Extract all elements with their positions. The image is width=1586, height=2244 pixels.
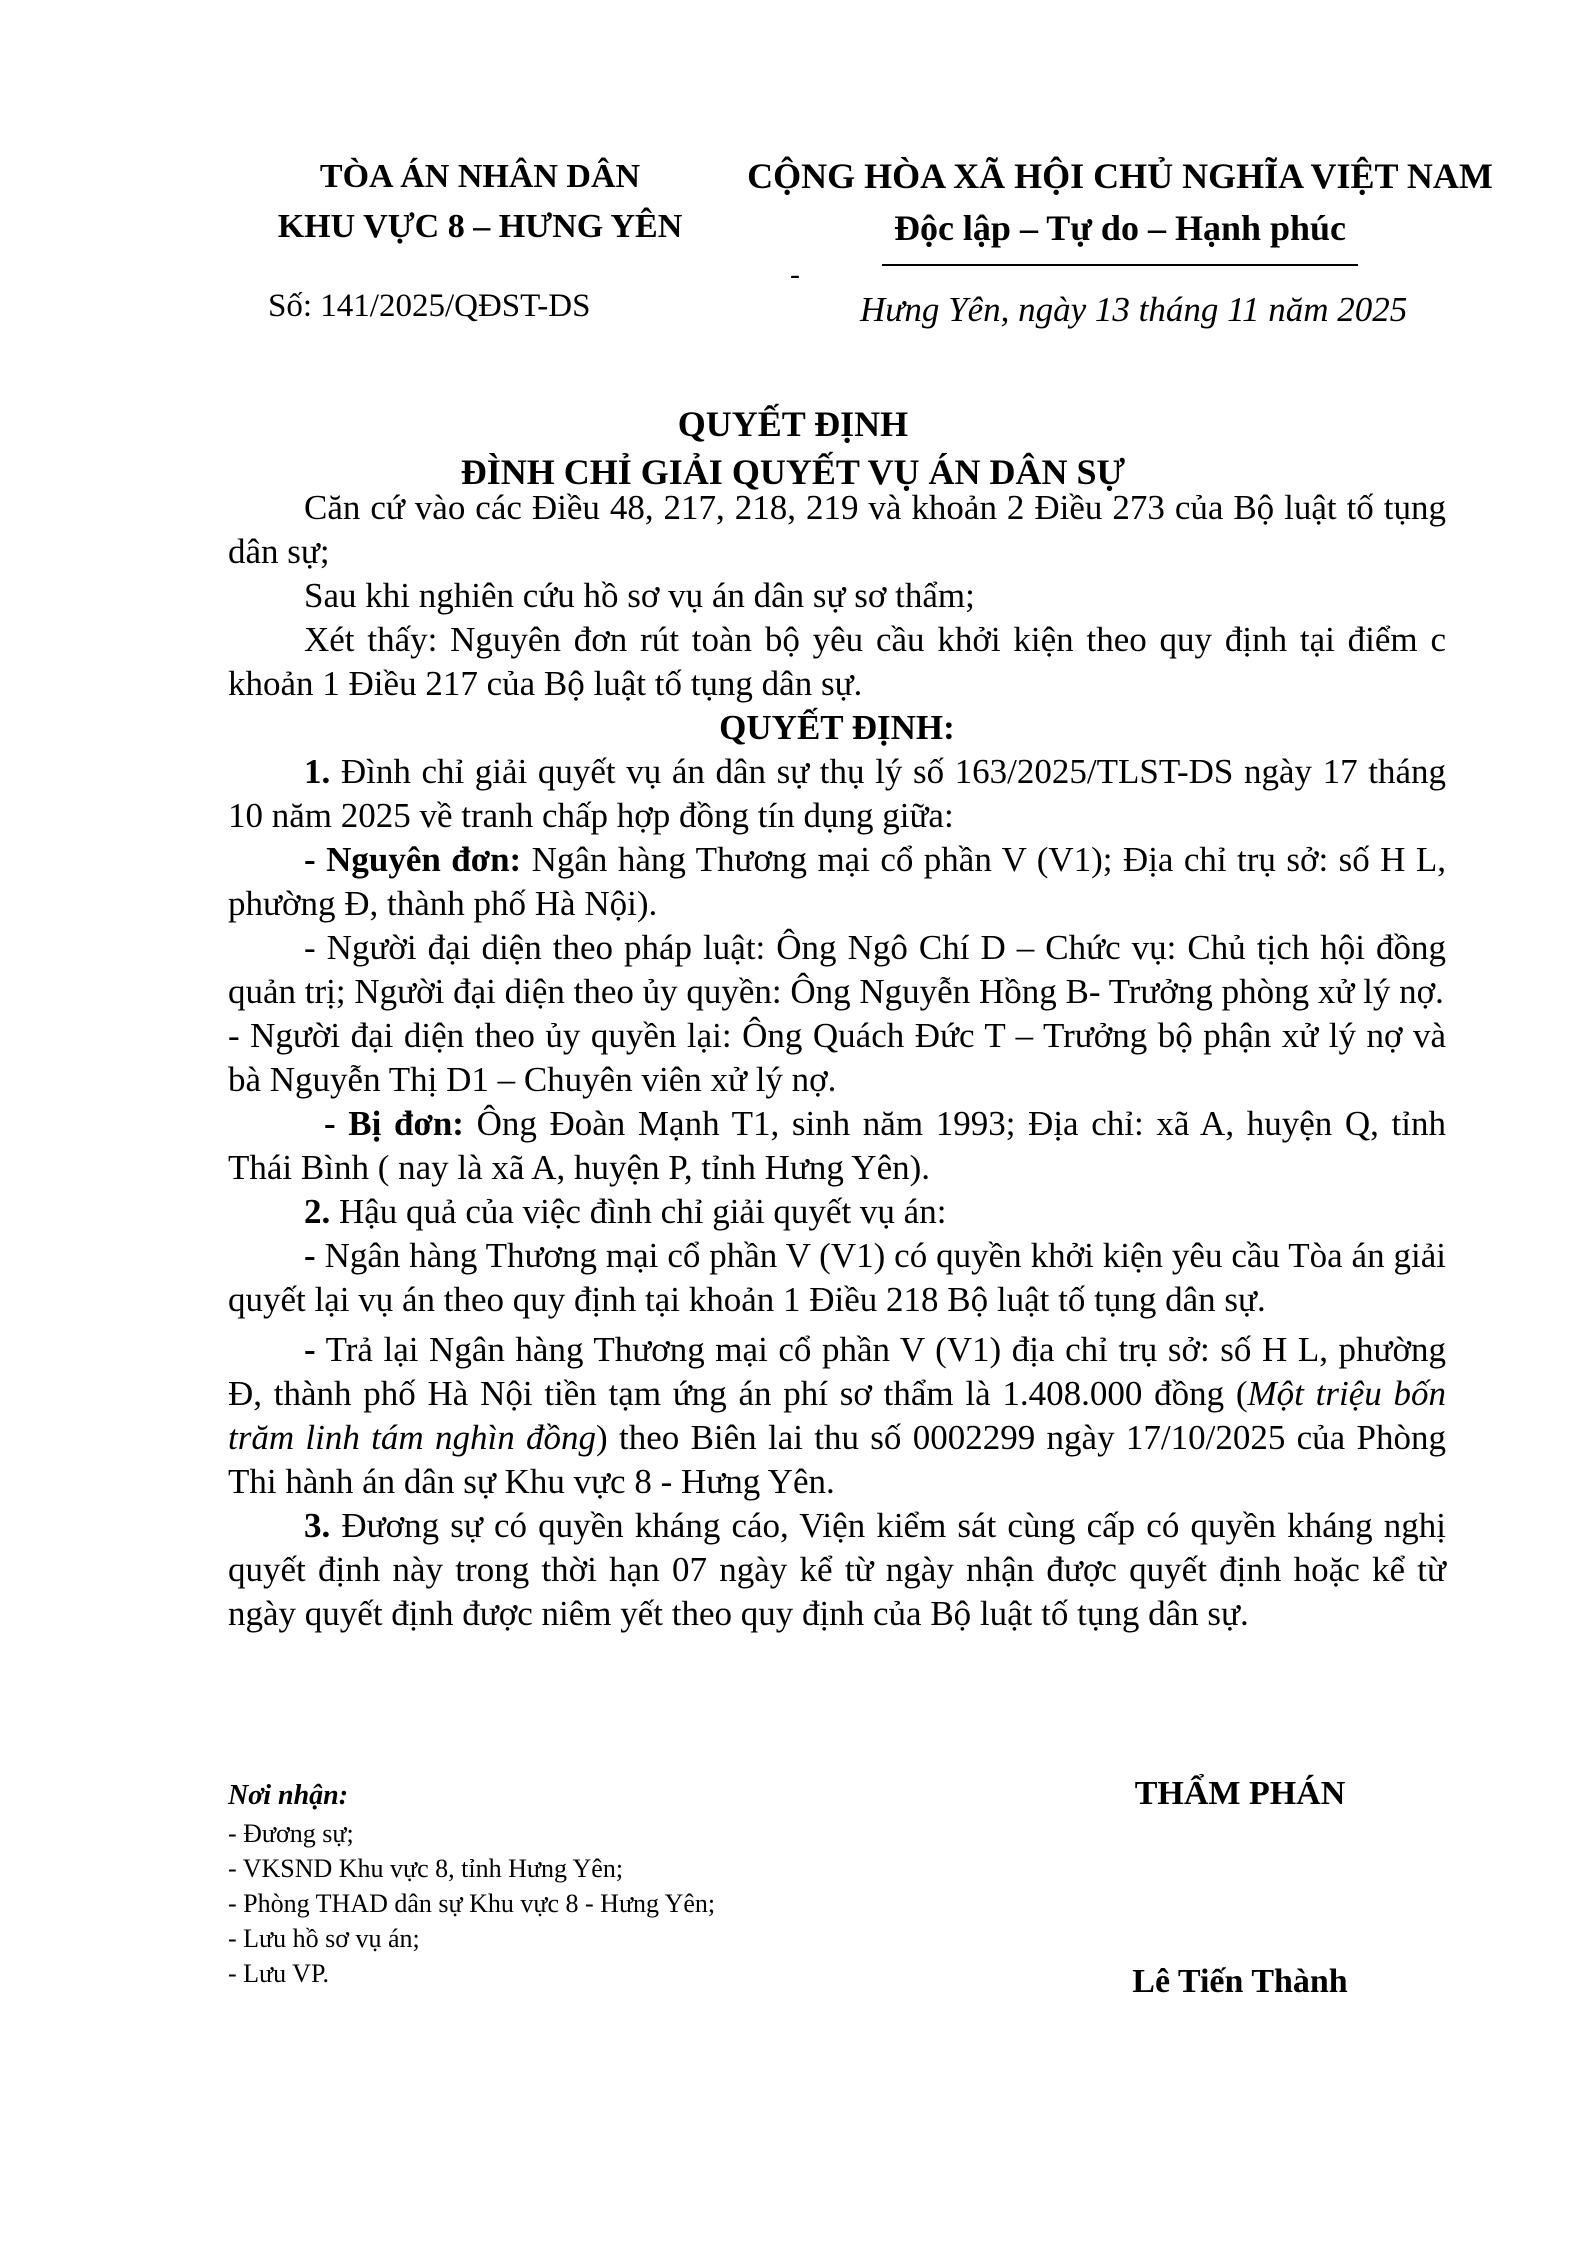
section-2-refund [228, 1328, 1446, 1504]
defendant-text: Ông Đoàn Mạnh T1, sinh năm 1993; Địa chỉ: xã A, huyện Q, tỉnh Thái Bình ( nay là xã A, huyện P, tỉnh Hưng Yên). [228, 1104, 1446, 1187]
recipients-block [228, 1776, 928, 1991]
document-number: Số: 141/2025/QĐST-DS [268, 288, 591, 324]
court-name-block [220, 152, 740, 252]
nation-motto: Độc lập – Tự do – Hạnh phúc [882, 202, 1358, 266]
title-line1: QUYẾT ĐỊNH [677, 404, 909, 444]
section-3-number: 3. [304, 1506, 331, 1545]
recipient-item: - Phòng THAD dân sự Khu vực 8 - Hưng Yên; [228, 1889, 716, 1918]
title-line2: ĐÌNH CHỈ GIẢI QUYẾT VỤ ÁN DÂN SỰ [460, 452, 1126, 492]
section-1-text: Đình chỉ giải quyết vụ án dân sự thụ lý số 163/2025/TLST-DS ngày 17 tháng 10 năm 2025 về tranh chấp hợp đồng tín dụng giữa: [228, 752, 1446, 835]
plaintiff-label: - Nguyên đơn: [304, 840, 522, 879]
section-2 [228, 1190, 1446, 1234]
signer-name: Lê Tiến Thành [1132, 1963, 1348, 2000]
recipient-item: - VKSND Khu vực 8, tỉnh Hưng Yên; [228, 1854, 624, 1883]
document-date: Hưng Yên, ngày 13 tháng 11 năm 2025 [860, 290, 1408, 329]
signature-block [1040, 1770, 1440, 2006]
document-body [228, 486, 1446, 1636]
section-2-right-to-sue [228, 1234, 1446, 1322]
section-2b-text-end: ) theo Biên lai thu số 0002299 ngày 17/10/2025 của Phòng Thi hành án dân sự Khu vực 8 - Hưng Yên. [228, 1418, 1446, 1501]
court-name-line1: TÒA ÁN NHÂN DÂN [319, 158, 641, 195]
recipient-item: - Lưu hồ sơ vụ án; [228, 1924, 420, 1953]
section-1-number: 1. [304, 752, 331, 791]
legal-representative: - Người đại diện theo pháp luật: Ông Ngô Chí D – Chức vụ: Chủ tịch hội đồng quản trị; Người đại diện theo ủy quyền: Ông Nguyễn Hồng B- Trưởng phòng xử lý nợ. [228, 928, 1446, 1011]
recipients-heading: Nơi nhận: [228, 1780, 349, 1811]
preamble-review: Sau khi nghiên cứu hồ sơ vụ án dân sự sơ thẩm; [304, 576, 975, 615]
sub-authorized-representative: - Người đại diện theo ủy quyền lại: Ông Quách Đức T – Trưởng bộ phận xử lý nợ và bà Nguyễn Thị D1 – Chuyên viên xử lý nợ. [228, 1016, 1446, 1099]
section-1 [228, 750, 1446, 838]
section-2b-amount-words: Một triệu bốn trăm linh tám nghìn đồng [228, 1374, 1446, 1457]
section-3 [228, 1504, 1446, 1636]
section-2a-text: Ngân hàng Thương mại cổ phần V (V1) có quyền khởi kiện yêu cầu Tòa án giải quyết lại vụ án theo quy định tại khoản 1 Điều 218 Bộ luật tố tụng dân sự. [228, 1236, 1446, 1319]
section-2-number: 2. [304, 1192, 331, 1231]
plaintiff-text: Ngân hàng Thương mại cổ phần V (V1); Địa chỉ trụ sở: số H L, phường Đ, thành phố Hà Nội). [228, 840, 1446, 923]
nation-name: CỘNG HÒA XÃ HỘI CHỦ NGHĨA VIỆT NAM [747, 156, 1493, 196]
section-2a-dash: - [304, 1236, 316, 1275]
section-2b-dash: - [304, 1330, 316, 1369]
separator-dash: - [790, 258, 800, 291]
recipient-item: - Đương sự; [228, 1819, 354, 1848]
section-2-text: Hậu quả của việc đình chỉ giải quyết vụ án: [330, 1192, 947, 1231]
section-3-text: Đương sự có quyền kháng cáo, Viện kiểm sát cùng cấp có quyền kháng nghị quyết định này trong thời hạn 07 ngày kể từ ngày nhận được quyết định hoặc kể từ ngày quyết định được niêm yết theo quy định của Bộ luật tố tụng dân sự. [228, 1506, 1446, 1633]
decision-heading: QUYẾT ĐỊNH: [719, 708, 955, 747]
plaintiff-paragraph [228, 838, 1446, 926]
national-motto-block [735, 150, 1505, 266]
section-2b-text-start: Trả lại Ngân hàng Thương mại cổ phần V (V1) địa chỉ trụ sở: số H L, phường Đ, thành phố Hà Nội tiền tạm ứng án phí sơ thẩm là 1.408.000 đồng ( [228, 1330, 1446, 1413]
preamble-finding: Xét thấy: Nguyên đơn rút toàn bộ yêu cầu khởi kiện theo quy định tại điểm c khoản 1 Điều 217 của Bộ luật tố tụng dân sự. [228, 620, 1446, 703]
document-title [0, 400, 1586, 496]
preamble-legal-basis: Căn cứ vào các Điều 48, 217, 218, 219 và khoản 2 Điều 273 của Bộ luật tố tụng dân sự; [228, 488, 1446, 571]
court-name-line2: KHU VỰC 8 – HƯNG YÊN [277, 208, 683, 245]
defendant-label: - Bị đơn: [324, 1104, 464, 1143]
defendant-paragraph [228, 1102, 1446, 1190]
recipient-item: - Lưu VP. [228, 1959, 330, 1988]
signer-title: THẨM PHÁN [1134, 1775, 1346, 1812]
